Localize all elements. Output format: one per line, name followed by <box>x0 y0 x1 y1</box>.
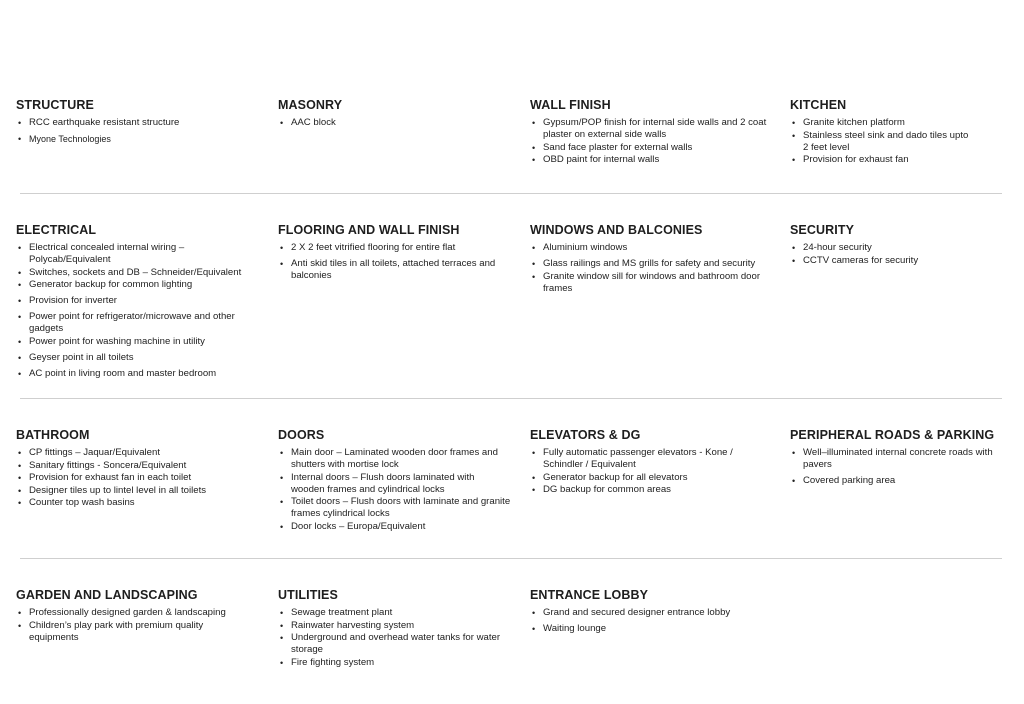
list-item: • Granite window sill for windows and bathroom door frames <box>530 271 771 295</box>
section-divider <box>20 558 1002 559</box>
section-title: ELECTRICAL <box>16 223 97 237</box>
section-divider <box>20 398 1002 399</box>
list-item: • Designer tiles up to lintel level in all toilets <box>16 485 264 497</box>
list-item: • Anti skid tiles in all toilets, attached terraces and balconies <box>278 258 519 282</box>
list-item: • Provision for inverter <box>16 295 264 307</box>
roads-section <box>790 428 1015 488</box>
section-title: MASONRY <box>278 98 343 112</box>
list-item: • AAC block <box>278 117 518 129</box>
section-title: DOORS <box>278 428 325 442</box>
list-item: • Toilet doors – Flush doors with laminate and granite frames cylindrical locks <box>278 496 511 520</box>
list-item: • Provision for exhaust fan in each toilet <box>16 472 264 484</box>
flooring-section <box>278 223 518 283</box>
list-item: • Myone Technologies <box>16 133 264 145</box>
list-item: • Grand and secured designer entrance lobby <box>530 607 778 619</box>
list-item: • Generator backup for all elevators <box>530 472 778 484</box>
wall-finish-section <box>530 98 778 167</box>
spec-list <box>530 117 778 166</box>
list-item: • Geyser point in all toilets <box>16 352 264 364</box>
doors-section <box>278 428 518 533</box>
structure-section <box>16 98 264 146</box>
spec-list <box>16 242 264 380</box>
list-item: • Provision for exhaust fan <box>790 154 1015 166</box>
list-item: • Sanitary fittings - Soncera/Equivalent <box>16 460 264 472</box>
section-title: STRUCTURE <box>16 98 94 112</box>
section-title: SECURITY <box>790 223 855 237</box>
section-title: GARDEN AND LANDSCAPING <box>16 588 198 602</box>
lobby-section <box>530 588 778 636</box>
spec-list <box>278 447 518 533</box>
list-item: • Children’s play park with premium quality equipments <box>16 620 234 644</box>
section-title: BATHROOM <box>16 428 90 442</box>
list-item: • CP fittings – Jaquar/Equivalent <box>16 447 264 459</box>
section-title: KITCHEN <box>790 98 847 112</box>
list-item: • RCC earthquake resistant structure <box>16 117 264 129</box>
list-item: • CCTV cameras for security <box>790 255 1015 267</box>
electrical-section <box>16 223 264 380</box>
spec-list <box>278 607 518 669</box>
list-item: • Well–illuminated internal concrete roads with pavers <box>790 447 1008 471</box>
section-divider <box>20 193 1002 194</box>
spec-list <box>278 117 518 129</box>
garden-section <box>16 588 264 644</box>
list-item: • Counter top wash basins <box>16 497 264 509</box>
list-item: • Rainwater harvesting system <box>278 620 518 632</box>
list-item: • Professionally designed garden & landscaping <box>16 607 264 619</box>
list-item: • Covered parking area <box>790 475 1015 487</box>
security-section <box>790 223 1015 267</box>
list-item: • Aluminium windows <box>530 242 778 254</box>
kitchen-section <box>790 98 1015 167</box>
list-item: • Waiting lounge <box>530 623 778 635</box>
section-title: PERIPHERAL ROADS & PARKING <box>790 428 995 442</box>
list-item: • Glass railings and MS grills for safety and security <box>530 258 778 270</box>
spec-list <box>790 447 1015 487</box>
spec-list <box>790 242 1015 267</box>
list-item: • Internal doors – Flush doors laminated with wooden frames and cylindrical locks <box>278 472 506 496</box>
list-item: • Fire fighting system <box>278 657 518 669</box>
section-title: WALL FINISH <box>530 98 611 112</box>
spec-list <box>16 117 264 145</box>
list-item: • Main door – Laminated wooden door frames and shutters with mortise lock <box>278 447 511 471</box>
spec-list <box>16 607 264 644</box>
list-item: • Underground and overhead water tanks for water storage <box>278 632 506 656</box>
list-item: • 2 X 2 feet vitrified flooring for entire flat <box>278 242 518 254</box>
list-item: • Door locks – Europa/Equivalent <box>278 521 518 533</box>
list-item: • Granite kitchen platform <box>790 117 1015 129</box>
list-item: • Electrical concealed internal wiring – Polycab/Equivalent <box>16 242 204 266</box>
section-title: UTILITIES <box>278 588 338 602</box>
utilities-section <box>278 588 518 669</box>
list-item: • Power point for refrigerator/microwave and other gadgets <box>16 311 261 335</box>
spec-list <box>530 242 778 295</box>
section-title: WINDOWS AND BALCONIES <box>530 223 703 237</box>
list-item: • 24-hour security <box>790 242 1015 254</box>
spec-list <box>278 242 518 282</box>
list-item: • Sewage treatment plant <box>278 607 518 619</box>
masonry-section <box>278 98 518 130</box>
list-item: • Generator backup for common lighting <box>16 279 264 291</box>
list-item: • DG backup for common areas <box>530 484 778 496</box>
section-title: ELEVATORS & DG <box>530 428 641 442</box>
list-item: • Stainless steel sink and dado tiles upto 2 feet level <box>790 130 975 154</box>
elevators-section <box>530 428 778 497</box>
list-item: • Fully automatic passenger elevators - Kone / Schindler / Equivalent <box>530 447 775 471</box>
list-item: • Sand face plaster for external walls <box>530 142 778 154</box>
list-item: • AC point in living room and master bedroom <box>16 368 264 380</box>
list-item: • OBD paint for internal walls <box>530 154 778 166</box>
list-item: • Gypsum/POP finish for internal side walls and 2 coat plaster on external side walls <box>530 117 778 141</box>
spec-list <box>530 447 778 496</box>
spec-list <box>530 607 778 635</box>
bathroom-section <box>16 428 264 510</box>
windows-section <box>530 223 778 295</box>
list-item: • Power point for washing machine in utility <box>16 336 264 348</box>
spec-list <box>790 117 1015 166</box>
section-title: FLOORING AND WALL FINISH <box>278 223 460 237</box>
section-title: ENTRANCE LOBBY <box>530 588 649 602</box>
spec-list <box>16 447 264 509</box>
list-item: • Switches, sockets and DB – Schneider/Equivalent <box>16 267 264 279</box>
